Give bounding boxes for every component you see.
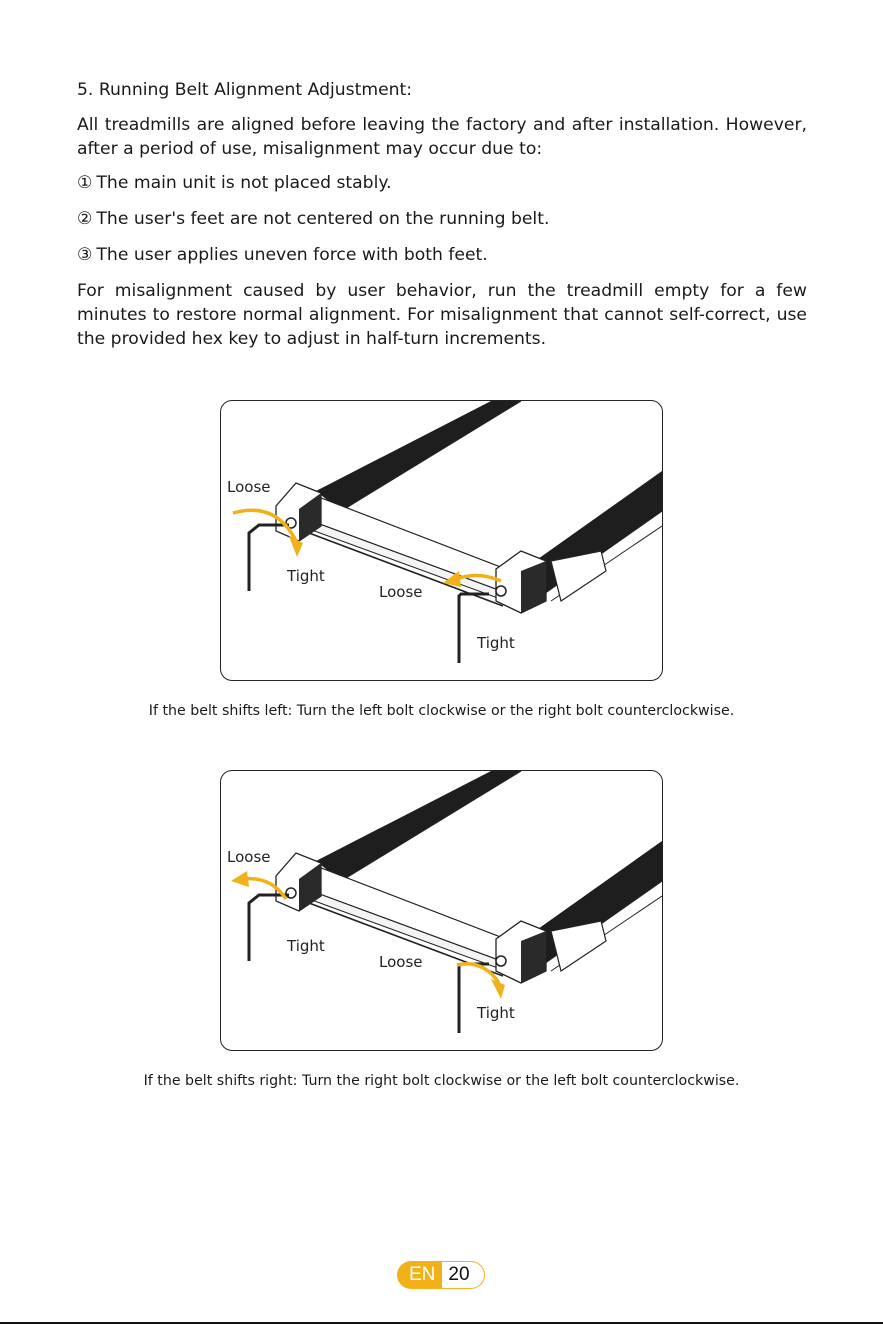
cause-text: The main unit is not placed stably. [96,173,392,193]
right-loose-label: Loose [379,953,423,971]
page-number: 20 [442,1261,484,1289]
treadmill-drawing [221,771,662,1050]
cause-number: ③ [77,245,93,265]
right-tight-label: Tight [477,1004,515,1022]
left-loose-label: Loose [227,478,271,496]
adjustment-paragraph: For misalignment caused by user behavior, run the treadmill empty for a few minutes to restore normal alignment. For misalignment that cannot self-correct, use the provided hex key to adjust in half-turn increments. [77,281,807,349]
belt-shift-right-illustration [220,770,663,1051]
cause-item [77,171,807,195]
cause-number: ② [77,209,93,229]
cause-item [77,207,807,231]
cause-text: The user's feet are not centered on the running belt. [96,209,550,229]
cause-text: The user applies uneven force with both feet. [96,245,488,265]
left-tight-label: Tight [287,567,325,585]
right-loose-label: Loose [379,583,423,601]
figure-caption: If the belt shifts right: Turn the right bolt clockwise or the left bolt counterclockwise. [143,1073,740,1089]
cause-number: ① [77,173,93,193]
left-loose-label: Loose [227,848,271,866]
section-heading: 5. Running Belt Alignment Adjustment: [77,80,413,100]
figure-caption: If the belt shifts left: Turn the left bolt clockwise or the right bolt counterclockwise. [148,703,735,719]
intro-paragraph: All treadmills are aligned before leaving the factory and after installation. However, after a period of use, misalignment may occur due to: [77,115,807,159]
instructions-section [77,78,807,361]
page-number-badge [397,1261,485,1289]
left-tight-label: Tight [287,937,325,955]
cause-item [77,243,807,267]
language-code: EN [397,1261,442,1289]
belt-shift-left-illustration [220,400,663,681]
right-tight-label: Tight [477,634,515,652]
treadmill-drawing [221,401,662,680]
